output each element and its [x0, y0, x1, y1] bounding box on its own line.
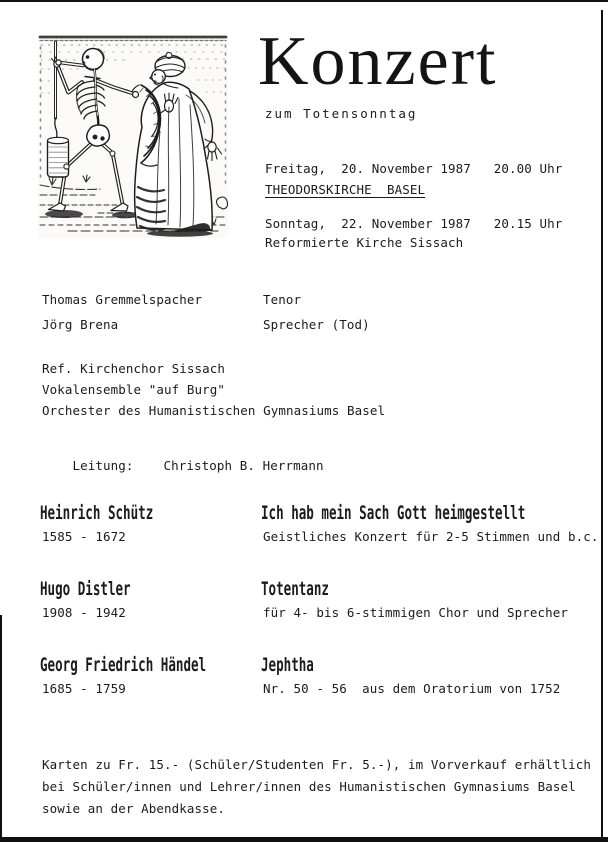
- program-3-detail: Nr. 50 - 56 aus dem Oratorium von 1752: [263, 681, 561, 696]
- ticket-info-line-3: sowie an der Abendkasse.: [42, 801, 226, 816]
- program-1-work: Ich hab mein Sach Gott heimgestellt: [261, 502, 526, 524]
- ensemble-line-2: Vokalensemble "auf Burg": [42, 382, 226, 397]
- skeleton-death-figure: [48, 42, 139, 211]
- performer-2-name: Jörg Brena: [42, 317, 119, 332]
- program-3-years: 1685 - 1759: [42, 681, 126, 696]
- scan-border-left: [0, 615, 2, 842]
- program-2-years: 1908 - 1942: [42, 605, 126, 620]
- program-2-work: Totentanz: [261, 578, 329, 600]
- scan-border-right: [601, 10, 603, 842]
- event-1-datetime: Freitag, 20. November 1987 20.00 Uhr: [265, 161, 563, 176]
- program-3-composer: Georg Friedrich Händel: [40, 654, 207, 676]
- program-1-years: 1585 - 1672: [42, 529, 126, 544]
- event-1-venue: THEODORSKIRCHE BASEL: [265, 182, 426, 197]
- conductor-name: Christoph B. Herrmann: [163, 458, 324, 473]
- conductor-line: [42, 443, 324, 488]
- ensemble-line-3: Orchester des Humanistischen Gymnasiums Basel: [42, 403, 386, 418]
- performer-1-name: Thomas Gremmelspacher: [42, 292, 203, 307]
- scan-border-bottom: [0, 837, 608, 842]
- program-3-work: Jephtha: [261, 654, 314, 676]
- robed-man-figure: [132, 53, 228, 233]
- ensemble-line-1: Ref. Kirchenchor Sissach: [42, 361, 226, 376]
- ticket-info-line-1: Karten zu Fr. 15.- (Schüler/Studenten Fr. 5.-), im Vorverkauf erhältlich: [42, 757, 592, 772]
- program-1-composer: Heinrich Schütz: [40, 502, 154, 524]
- totentanz-woodcut: [38, 35, 228, 238]
- page-subtitle: zum Totensonntag: [265, 106, 418, 121]
- program-2-composer: Hugo Distler: [40, 578, 131, 600]
- ticket-info-line-2: bei Schüler/innen und Lehrer/innen des Humanistischen Gymnasiums Basel: [42, 779, 576, 794]
- conductor-label: Leitung:: [72, 458, 134, 473]
- page-title: Konzert: [258, 23, 498, 100]
- performer-1-role: Tenor: [263, 292, 302, 307]
- program-2-detail: für 4- bis 6-stimmigen Chor und Sprecher: [263, 605, 569, 620]
- scan-border-top: [0, 0, 608, 2]
- performer-2-role: Sprecher (Tod): [263, 317, 370, 332]
- event-2-datetime: Sonntag, 22. November 1987 20.15 Uhr: [265, 216, 563, 231]
- event-2-venue: Reformierte Kirche Sissach: [265, 235, 464, 250]
- program-1-detail: Geistliches Konzert für 2-5 Stimmen und b.c.: [263, 529, 599, 544]
